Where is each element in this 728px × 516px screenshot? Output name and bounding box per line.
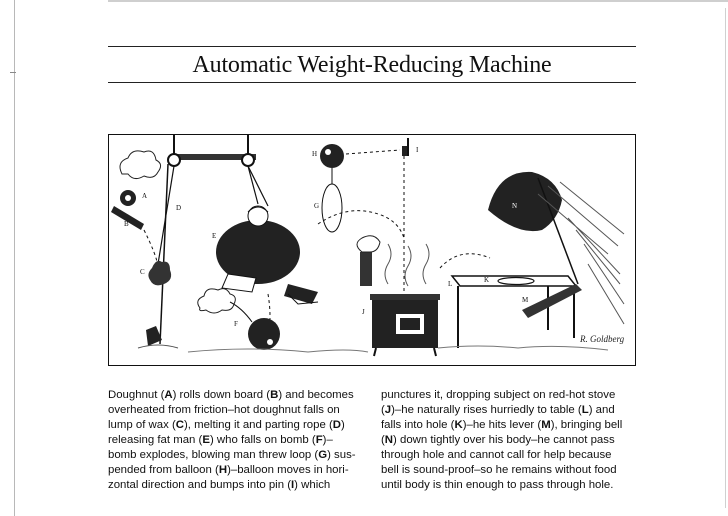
caption-text: ) who falls on bomb (	[209, 434, 316, 446]
caption-text: ) and becomes	[278, 389, 354, 401]
caption-text: ) sus-	[327, 449, 356, 461]
caption-left-line-5	[108, 448, 370, 463]
caption-right-line-4	[381, 433, 641, 448]
cartoon-illustration	[108, 134, 636, 366]
label-d: D	[176, 204, 182, 212]
caption-text: )–balloon moves in hori-	[227, 464, 349, 476]
title-rule-bottom	[108, 82, 636, 83]
caption-label-letter: E	[202, 434, 210, 446]
artist-signature: R. Goldberg	[580, 334, 625, 344]
caption-left-line-6	[108, 463, 370, 478]
page-edge-top	[108, 0, 728, 2]
page-edge-left	[14, 0, 15, 516]
caption-text: lump of wax (	[108, 419, 176, 431]
caption-text: zontal direction and bumps into pin (	[108, 479, 291, 491]
caption-text: punctures it, dropping subject on red-hot stove	[381, 389, 616, 401]
label-e: E	[212, 232, 217, 240]
label-g: G	[314, 202, 320, 210]
caption-right-line-7	[381, 478, 641, 493]
label-a: A	[142, 192, 148, 200]
page-edge-tick	[10, 72, 16, 73]
caption-left-line-3	[108, 418, 370, 433]
caption-text: )–he naturally rises hurriedly to table (	[391, 404, 582, 416]
caption-right-line-2	[381, 403, 641, 418]
caption-text: falls into hole (	[381, 419, 455, 431]
title-rule-top	[108, 46, 636, 47]
caption-text: ) which	[294, 479, 331, 491]
caption-text: overheated from friction–hot doughnut falls on	[108, 404, 340, 416]
caption-left-column	[108, 388, 370, 493]
label-k: K	[484, 276, 490, 284]
caption-text: )–	[322, 434, 333, 446]
caption-right-line-5	[381, 448, 641, 463]
caption-label-letter: L	[581, 404, 589, 416]
caption-left-line-4	[108, 433, 370, 448]
caption-text: pended from balloon (	[108, 464, 219, 476]
caption-text: until body is thin enough to pass through hole.	[381, 479, 614, 491]
label-b: B	[124, 220, 129, 228]
caption-text: (	[381, 434, 385, 446]
caption-label-letter: C	[175, 419, 184, 431]
caption-text: releasing fat man (	[108, 434, 203, 446]
caption-text: )	[341, 419, 345, 431]
label-c: C	[140, 268, 145, 276]
label-i: I	[416, 146, 419, 154]
caption-text: ) rolls down board (	[172, 389, 271, 401]
caption-left-line-1	[108, 388, 370, 403]
caption-right-line-3	[381, 418, 641, 433]
label-j: J	[362, 308, 365, 316]
caption-label-letter: H	[218, 464, 228, 476]
cartoon-svg	[108, 134, 636, 366]
caption-text: ), bringing bell	[550, 419, 623, 431]
label-l: L	[448, 280, 453, 288]
caption-label-letter: F	[315, 434, 323, 446]
caption-text: Doughnut (	[108, 389, 165, 401]
caption-label-letter: D	[332, 419, 341, 431]
label-h: H	[312, 150, 318, 158]
caption-label-letter: K	[454, 419, 463, 431]
page-edge-right	[725, 8, 726, 508]
caption-text: ) and	[588, 404, 615, 416]
caption-label-letter: G	[318, 449, 328, 461]
caption-left-line-2	[108, 403, 370, 418]
page-title: Automatic Weight-Reducing Machine	[192, 52, 552, 78]
caption-text: ), melting it and parting rope (	[183, 419, 333, 431]
caption-label-letter: A	[164, 389, 173, 401]
caption-right-line-6	[381, 463, 641, 478]
label-n: N	[512, 202, 518, 210]
caption-label-letter: J	[384, 404, 392, 416]
caption-right-column	[381, 388, 641, 493]
caption-label-letter: B	[270, 389, 279, 401]
label-f: F	[234, 320, 238, 328]
caption-label-letter: M	[541, 419, 551, 431]
hole-k	[498, 278, 534, 285]
caption-right-line-1	[381, 388, 641, 403]
caption-label-letter: I	[291, 479, 295, 491]
label-m: M	[522, 296, 529, 304]
caption-label-letter: N	[384, 434, 394, 446]
caption-text: ) down tightly over his body–he cannot pass	[393, 434, 615, 446]
caption-text: )–he hits lever (	[462, 419, 542, 431]
caption-text: bomb explodes, blowing man threw loop (	[108, 449, 319, 461]
caption-text: through hole and cannot call for help because	[381, 449, 612, 461]
caption-text: (	[381, 404, 385, 416]
caption-text: bell is sound-proof–so he remains without food	[381, 464, 617, 476]
caption-left-line-7	[108, 478, 370, 493]
